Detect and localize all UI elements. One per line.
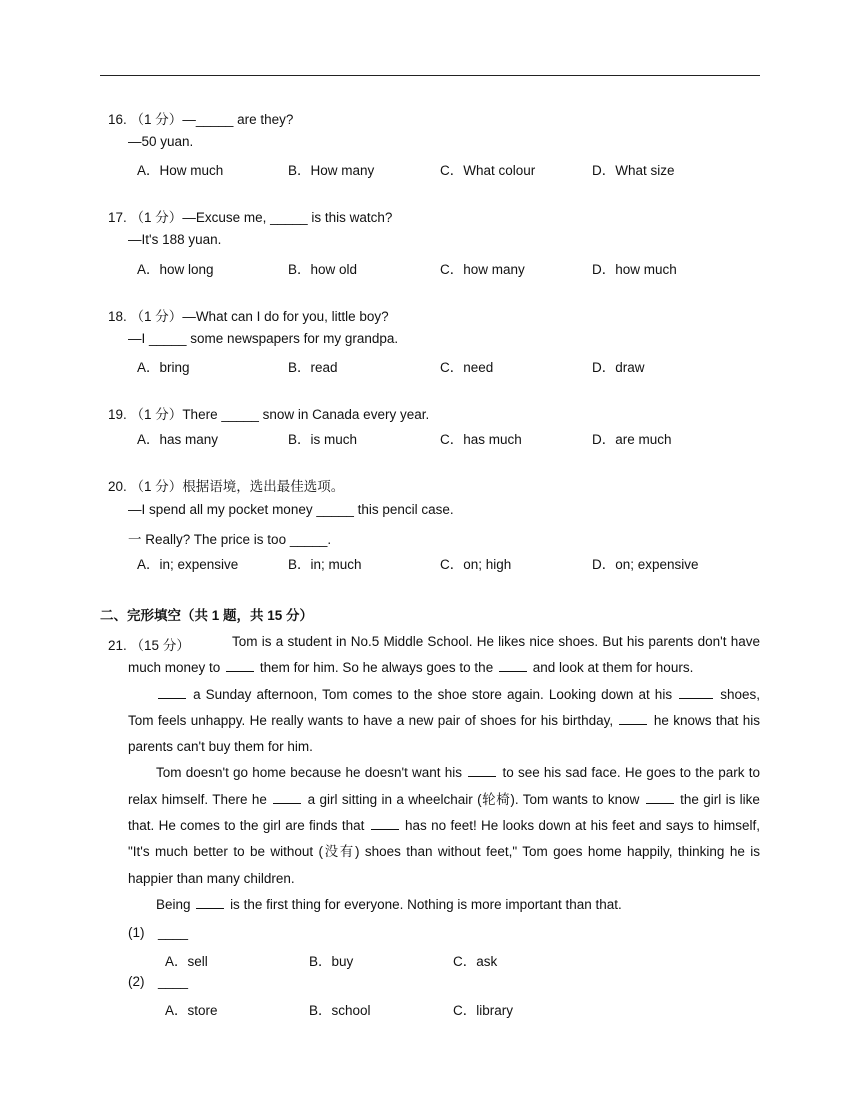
dialogue-line: —I _____ some newspapers for my grandpa. bbox=[128, 331, 399, 346]
option-c[interactable]: C．ask bbox=[453, 954, 498, 969]
passage-paragraph bbox=[128, 682, 760, 761]
passage-text: shoes, Tom feels unhappy. He really wants to have a new pair of shoes for his birthday, bbox=[128, 686, 760, 728]
passage-text: is the first thing for everyone. Nothing is more important than that. bbox=[230, 896, 622, 912]
sub-question-label: (1) bbox=[128, 925, 145, 940]
sub-question-blank: ____ bbox=[158, 925, 189, 940]
option-a[interactable]: A．bring bbox=[137, 360, 190, 375]
question-score: （1 分） bbox=[130, 210, 183, 225]
question-stem bbox=[108, 206, 392, 226]
question-stem bbox=[108, 403, 429, 423]
passage-text: Tom is a student in No.5 Middle School. He likes nice shoes. But his parents don't have much money to bbox=[128, 634, 760, 676]
blank-6[interactable] bbox=[468, 764, 496, 777]
option-b[interactable]: B．how old bbox=[288, 262, 358, 277]
question-number-text: 21. bbox=[108, 638, 127, 653]
option-c[interactable]: C．library bbox=[453, 1003, 514, 1018]
question-number: 16. bbox=[108, 112, 127, 127]
passage-text: Tom doesn't go home because he doesn't want his bbox=[156, 765, 463, 781]
question-score: （1 分） bbox=[130, 112, 183, 127]
option-a[interactable]: A．store bbox=[165, 1003, 218, 1018]
question-text: There _____ snow in Canada every year. bbox=[182, 407, 430, 422]
option-b[interactable]: B．school bbox=[309, 1003, 371, 1018]
dialogue-line: 一 Really? The price is too _____. bbox=[128, 532, 332, 547]
section-title: 二、完形填空（共 1 题，共 15 分） bbox=[100, 608, 314, 623]
passage-text: he knows that his parents can't buy them for him. bbox=[128, 712, 760, 755]
blank-2[interactable] bbox=[499, 659, 527, 672]
passage-text: them for him. So he always goes to the bbox=[259, 660, 494, 676]
question-text: —Excuse me, _____ is this watch? bbox=[182, 210, 393, 225]
option-b[interactable]: B．in; much bbox=[288, 557, 362, 572]
passage-text: to see his sad face. He goes to the park to relax himself. There he bbox=[128, 765, 760, 807]
option-c[interactable]: C．need bbox=[440, 360, 494, 375]
option-c[interactable]: C．how many bbox=[440, 262, 525, 277]
passage-paragraph bbox=[128, 760, 760, 891]
blank-9[interactable] bbox=[371, 817, 399, 830]
option-b[interactable]: B．read bbox=[288, 360, 338, 375]
question-number: 17. bbox=[108, 210, 127, 225]
option-a[interactable]: A．sell bbox=[165, 954, 208, 969]
passage-text: and look at them for hours. bbox=[532, 660, 694, 676]
passage-text: a Sunday afternoon, Tom comes to the shoe store again. Looking down at his bbox=[193, 686, 673, 702]
blank-1[interactable] bbox=[226, 659, 254, 672]
option-d[interactable]: D．draw bbox=[592, 360, 645, 375]
option-d[interactable]: D．how much bbox=[592, 262, 677, 277]
blank-3[interactable] bbox=[158, 686, 186, 699]
question-number: 19. bbox=[108, 407, 127, 422]
question-number: 20. bbox=[108, 479, 127, 494]
blank-4[interactable] bbox=[679, 686, 713, 699]
question-stem bbox=[108, 305, 389, 325]
sub-question-label: (2) bbox=[128, 974, 145, 989]
passage-text: the girl is like that. He comes to the girl are finds that bbox=[128, 791, 760, 834]
option-b[interactable]: B．is much bbox=[288, 432, 358, 447]
option-a[interactable]: A．in; expensive bbox=[137, 557, 239, 572]
option-c[interactable]: C．What colour bbox=[440, 163, 536, 178]
option-a[interactable]: A．has many bbox=[137, 432, 219, 447]
passage-paragraph bbox=[128, 629, 760, 682]
blank-8[interactable] bbox=[646, 791, 674, 804]
option-a[interactable]: A．how long bbox=[137, 262, 214, 277]
passage-text: has no feet! He looks down at his feet and says to himself, "It's much better to be without (没有) shoes than without feet," Tom goes home happily, thinking he is happier than many children. bbox=[128, 818, 760, 886]
sub-question-blank: ____ bbox=[158, 974, 189, 989]
option-c[interactable]: C．on; high bbox=[440, 557, 512, 572]
passage-text: a girl sitting in a wheelchair (轮椅). Tom wants to know bbox=[307, 791, 640, 807]
blank-10[interactable] bbox=[196, 896, 224, 909]
cloze-passage bbox=[128, 629, 760, 918]
option-c[interactable]: C．has much bbox=[440, 432, 522, 447]
option-d[interactable]: D．are much bbox=[592, 432, 672, 447]
question-score: （15 分） bbox=[130, 638, 190, 653]
dialogue-line: —It's 188 yuan. bbox=[128, 232, 222, 247]
blank-7[interactable] bbox=[273, 791, 301, 804]
question-text: —What can I do for you, little boy? bbox=[182, 309, 389, 324]
question-score: （1 分） bbox=[130, 479, 183, 494]
option-a[interactable]: A．How much bbox=[137, 163, 224, 178]
passage-text: Being bbox=[156, 896, 191, 912]
option-d[interactable]: D．What size bbox=[592, 163, 675, 178]
question-score: （1 分） bbox=[130, 309, 183, 324]
option-b[interactable]: B．buy bbox=[309, 954, 354, 969]
dialogue-line: —I spend all my pocket money _____ this pencil case. bbox=[128, 502, 454, 517]
passage-paragraph bbox=[128, 892, 760, 918]
option-d[interactable]: D．on; expensive bbox=[592, 557, 699, 572]
dialogue-line: —50 yuan. bbox=[128, 134, 194, 149]
question-stem bbox=[108, 475, 344, 495]
question-stem bbox=[108, 108, 293, 128]
blank-5[interactable] bbox=[619, 712, 647, 725]
option-b[interactable]: B．How many bbox=[288, 163, 375, 178]
header-rule bbox=[100, 75, 760, 76]
question-text: —_____ are they? bbox=[182, 112, 294, 127]
question-score: （1 分） bbox=[130, 407, 183, 422]
question-number: 18. bbox=[108, 309, 127, 324]
question-text: 根据语境，选出最佳选项。 bbox=[182, 479, 345, 494]
